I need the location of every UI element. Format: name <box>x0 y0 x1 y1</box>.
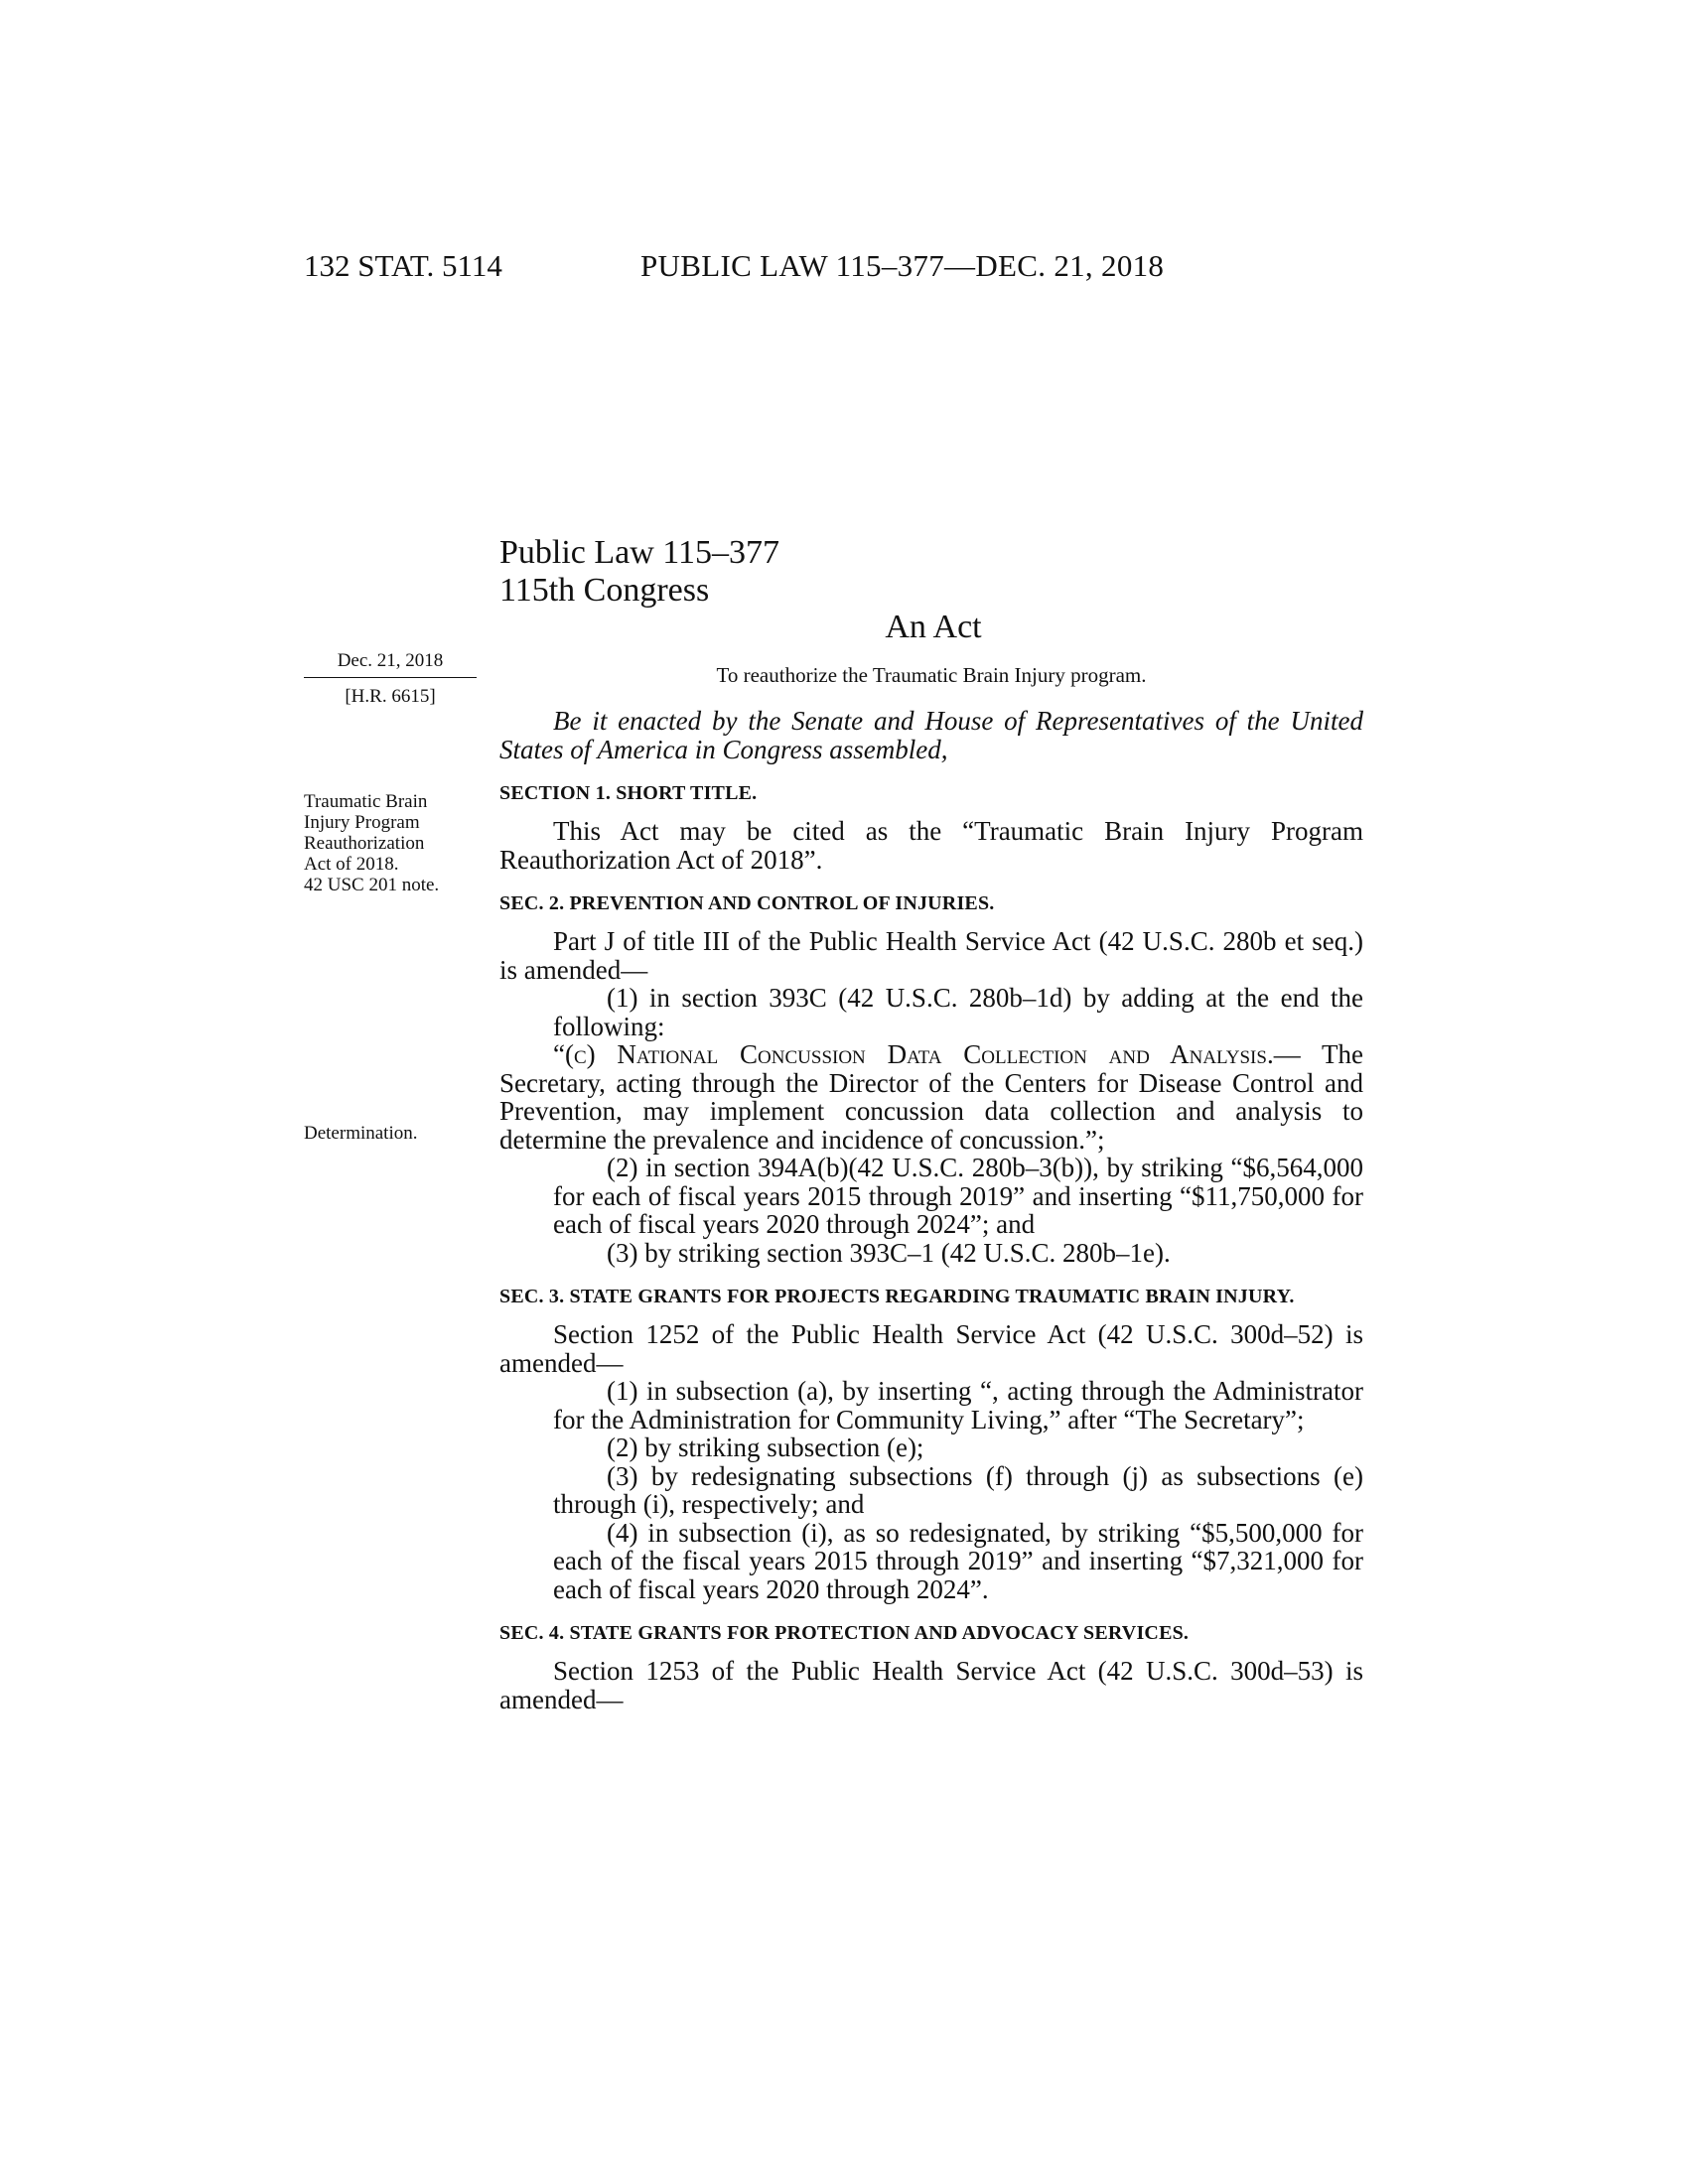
margin-short-title-note <box>304 791 477 895</box>
margin-date: Dec. 21, 2018 <box>304 650 477 678</box>
act-body <box>499 705 1363 1713</box>
section-3-heading: SEC. 3. STATE GRANTS FOR PROJECTS REGARDING TRAUMATIC BRAIN INJURY. <box>499 1286 1295 1307</box>
enacting-clause: Be it enacted by the Senate and House of Representatives of the United States of America in Congress assembled, <box>499 706 1363 764</box>
section-2-item-3: (3) by striking section 393C–1 (42 U.S.C. 280b–1e). <box>607 1237 1171 1268</box>
section-2-item-2: (2) in section 394A(b)(42 U.S.C. 280b–3(b)), by striking “$6,564,000 for each of fiscal years 2015 through 2019” and inserting “$11,750,000 for each of fiscal years 2020 through 2024”; and <box>553 1153 1363 1239</box>
section-3-item-1: (1) in subsection (a), by inserting “, acting through the Administrator for the Administration for Community Living,” after “The Secretary”; <box>553 1376 1363 1434</box>
margin-note-line: Traumatic Brain <box>304 791 428 812</box>
margin-note-line: Act of 2018. <box>304 854 399 875</box>
section-4-heading: SEC. 4. STATE GRANTS FOR PROTECTION AND ADVOCACY SERVICES. <box>499 1622 1190 1644</box>
margin-note-line: Injury Program <box>304 812 420 833</box>
act-heading: An Act <box>885 609 982 645</box>
section-2-quoted-subsection <box>499 1040 1363 1154</box>
margin-note-line: 42 USC 201 note. <box>304 875 440 895</box>
section-1-text: This Act may be cited as the “Traumatic Brain Injury Program Reauthorization Act of 2018”. <box>499 816 1363 875</box>
margin-note-line: Reauthorization <box>304 833 425 854</box>
act-purpose: To reauthorize the Traumatic Brain Injury program. <box>716 663 1147 687</box>
section-3-intro: Section 1252 of the Public Health Service Act (42 U.S.C. 300d–52) is amended— <box>499 1319 1363 1378</box>
law-number: Public Law 115–377 <box>499 534 780 571</box>
section-3-item-4: (4) in subsection (i), as so redesignated, by striking “$5,500,000 for each of the fiscal years 2015 through 2019” and inserting “$7,321,000 for each of fiscal years 2020 through 2024”. <box>553 1517 1363 1604</box>
running-header: PUBLIC LAW 115–377—DEC. 21, 2018 <box>640 248 1165 283</box>
section-2-item-1-text: (1) in section 393C (42 U.S.C. 280b–1d) by adding at the end the following: <box>553 983 1363 1041</box>
section-2-item-1 <box>499 984 1363 1040</box>
quoted-subsection-text: The Secretary, acting through the Director of the Centers for Disease Control and Prevention, may implement concussion data collection and analysis to determine the prevalence and incidence of concussion.”; <box>499 1039 1363 1155</box>
section-4-intro: Section 1253 of the Public Health Service Act (42 U.S.C. 300d–53) is amended— <box>499 1656 1363 1714</box>
section-1-heading: SECTION 1. SHORT TITLE. <box>499 782 758 804</box>
margin-bill-number: [H.R. 6615] <box>345 686 436 707</box>
margin-determination-note: Determination. <box>304 1123 418 1144</box>
section-3-item-2: (2) by striking subsection (e); <box>607 1433 924 1462</box>
law-title-block <box>499 534 779 610</box>
section-2-heading: SEC. 2. PREVENTION AND CONTROL OF INJURIES. <box>499 892 995 914</box>
section-2-intro: Part J of title III of the Public Health Service Act (42 U.S.C. 280b et seq.) is amended— <box>499 926 1363 985</box>
section-3-item-3: (3) by redesignating subsections (f) through (j) as subsections (e) through (i), respectively; and <box>553 1460 1363 1519</box>
page-stat-number: 132 STAT. 5114 <box>304 248 502 283</box>
quoted-subsection-heading: “(c) National Concussion Data Collection and Analysis.— <box>553 1039 1301 1069</box>
congress-number: 115th Congress <box>499 572 710 609</box>
